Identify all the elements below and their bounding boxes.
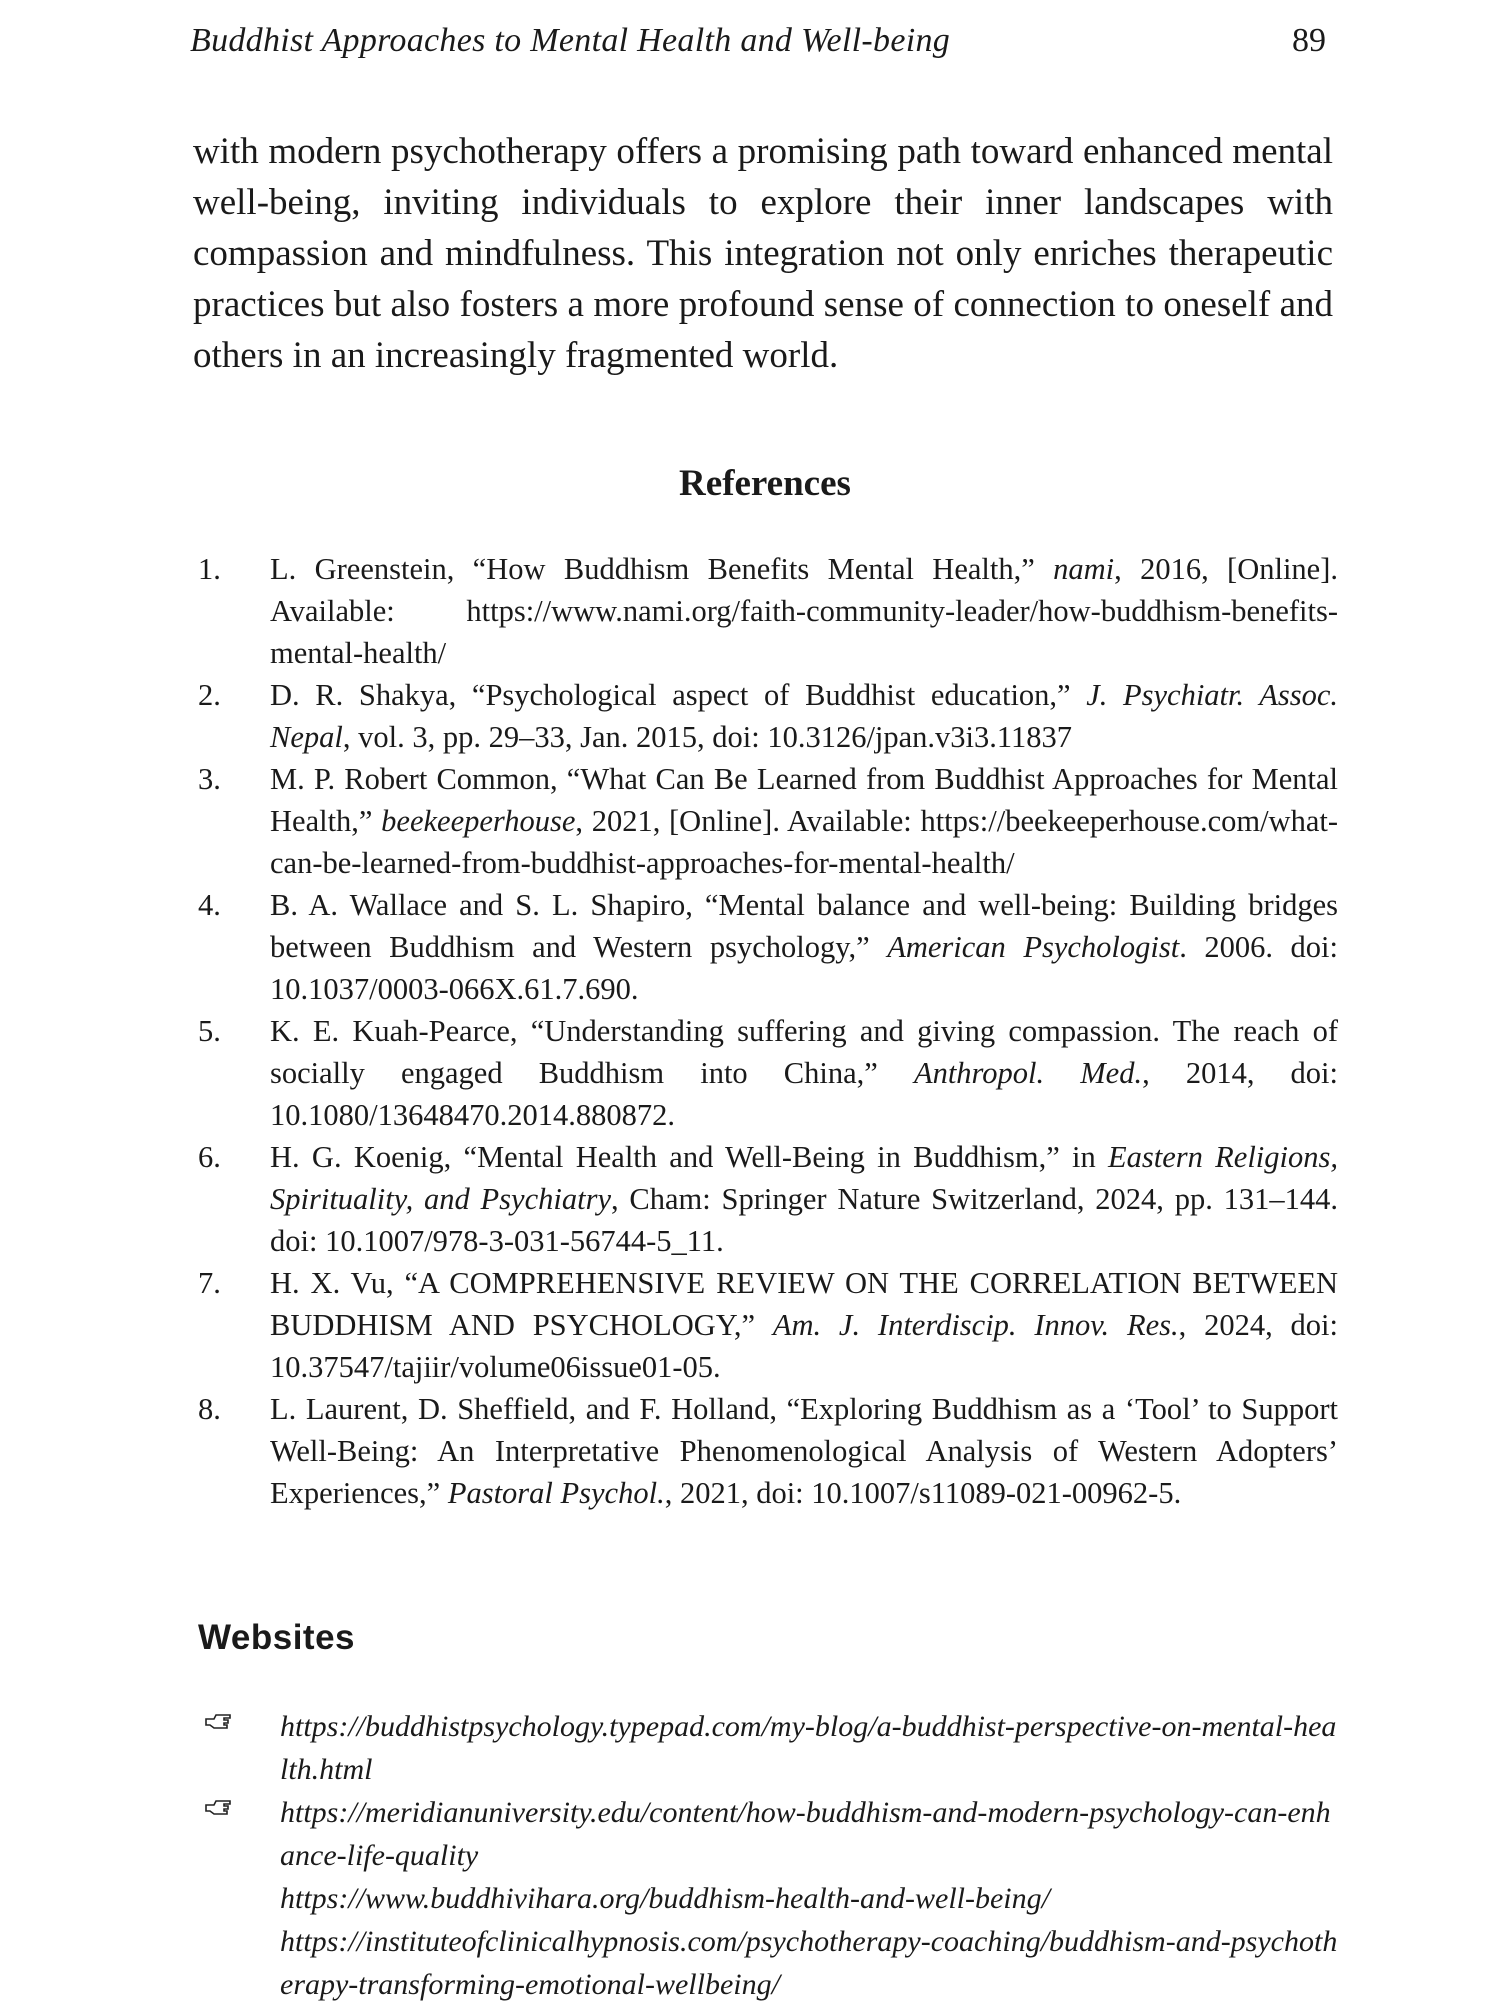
website-url[interactable]: https://meridianuniversity.edu/content/how-buddhism-and-modern-psychology-can-enhance-life-quality <box>280 1796 1331 1872</box>
reference-item <box>0 548 1338 674</box>
reference-item <box>0 1388 1338 1514</box>
reference-list <box>0 548 1500 1514</box>
reference-item <box>0 758 1338 884</box>
reference-number: 8. <box>198 1392 221 1426</box>
website-list <box>0 1705 1500 2006</box>
website-url[interactable]: https://instituteofclinicalhypnosis.com/psychotherapy-coaching/buddhism-and-psychotherapy-transforming-emotional-wellbeing/ <box>280 1925 1338 2001</box>
website-item <box>0 1791 1340 1877</box>
pointing-hand-icon <box>205 1713 233 1731</box>
reference-text: B. A. Wallace and S. L. Shapiro, “Mental balance and well-being: Building bridges between Buddhism and Western psychology,” American Psychologist. 2006. doi: 10.1037/0003-066X.61.7.690. <box>270 888 1338 1006</box>
reference-item <box>0 1010 1338 1136</box>
reference-number: 6. <box>198 1140 221 1174</box>
website-url[interactable]: https://www.buddhivihara.org/buddhism-health-and-well-being/ <box>280 1882 1050 1915</box>
reference-number: 7. <box>198 1266 221 1300</box>
website-item <box>0 1920 1340 2006</box>
reference-text: K. E. Kuah-Pearce, “Understanding suffering and giving compassion. The reach of socially engaged Buddhism into China,” Anthropol. Med., 2014, doi: 10.1080/13648470.2014.880872. <box>270 1014 1339 1132</box>
website-item <box>0 1705 1340 1791</box>
website-url[interactable]: https://buddhistpsychology.typepad.com/my-blog/a-buddhist-perspective-on-mental-health.html <box>280 1710 1337 1786</box>
reference-text: H. X. Vu, “A COMPREHENSIVE REVIEW ON THE CORRELATION BETWEEN BUDDHISM AND PSYCHOLOGY,” Am. J. Interdiscip. Innov. Res., 2024, doi: 10.37547/tajiir/volume06issue01-05. <box>270 1266 1338 1384</box>
pointing-hand-icon <box>205 1799 233 1817</box>
reference-number: 3. <box>198 762 221 796</box>
reference-text: D. R. Shakya, “Psychological aspect of Buddhist education,” J. Psychiatr. Assoc. Nepal, vol. 3, pp. 29–33, Jan. 2015, doi: 10.3126/jpan.v3i3.11837 <box>270 678 1339 754</box>
page-number: 89 <box>1292 22 1326 59</box>
reference-number: 2. <box>198 678 221 712</box>
reference-text: L. Laurent, D. Sheffield, and F. Holland, “Exploring Buddhism as a ‘Tool’ to Support Well-Being: An Interpretative Phenomenological Analysis of Western Adopters’ Experiences,” Pastoral Psychol., 2021, doi: 10.1007/s11089-021-00962-5. <box>270 1392 1338 1510</box>
reference-number: 4. <box>198 888 221 922</box>
reference-number: 1. <box>198 552 221 586</box>
reference-number: 5. <box>198 1014 221 1048</box>
reference-text: M. P. Robert Common, “What Can Be Learned from Buddhist Approaches for Mental Health,” beekeeperhouse, 2021, [Online]. Available: https://beekeeperhouse.com/what-can-be-learned-from-buddhist-approaches-for-mental-health/ <box>270 762 1338 880</box>
reference-item <box>0 1262 1338 1388</box>
reference-text: H. G. Koenig, “Mental Health and Well-Being in Buddhism,” in Eastern Religions, Spirituality, and Psychiatry, Cham: Springer Nature Switzerland, 2024, pp. 131–144. doi: 10.1007/978-3-031-56744-5_11. <box>270 1140 1339 1258</box>
reference-item <box>0 1136 1338 1262</box>
website-item <box>0 1877 1340 1920</box>
reference-item <box>0 674 1338 758</box>
running-head: Buddhist Approaches to Mental Health and Well-being <box>190 22 951 59</box>
reference-item <box>0 884 1338 1010</box>
body-paragraph: with modern psychotherapy offers a promising path toward enhanced mental well-being, inviting individuals to explore their inner landscapes with compassion and mindfulness. This integration not only enriches therapeutic practices but also fosters a more profound sense of connection to oneself and others in an increasingly fragmented world. <box>193 131 1333 376</box>
reference-text: L. Greenstein, “How Buddhism Benefits Mental Health,” nami, 2016, [Online]. Available: https://www.nami.org/faith-community-leader/how-buddhism-benefits-mental-health/ <box>270 552 1338 670</box>
references-title: References <box>679 463 851 504</box>
websites-title: Websites <box>198 1618 356 1657</box>
